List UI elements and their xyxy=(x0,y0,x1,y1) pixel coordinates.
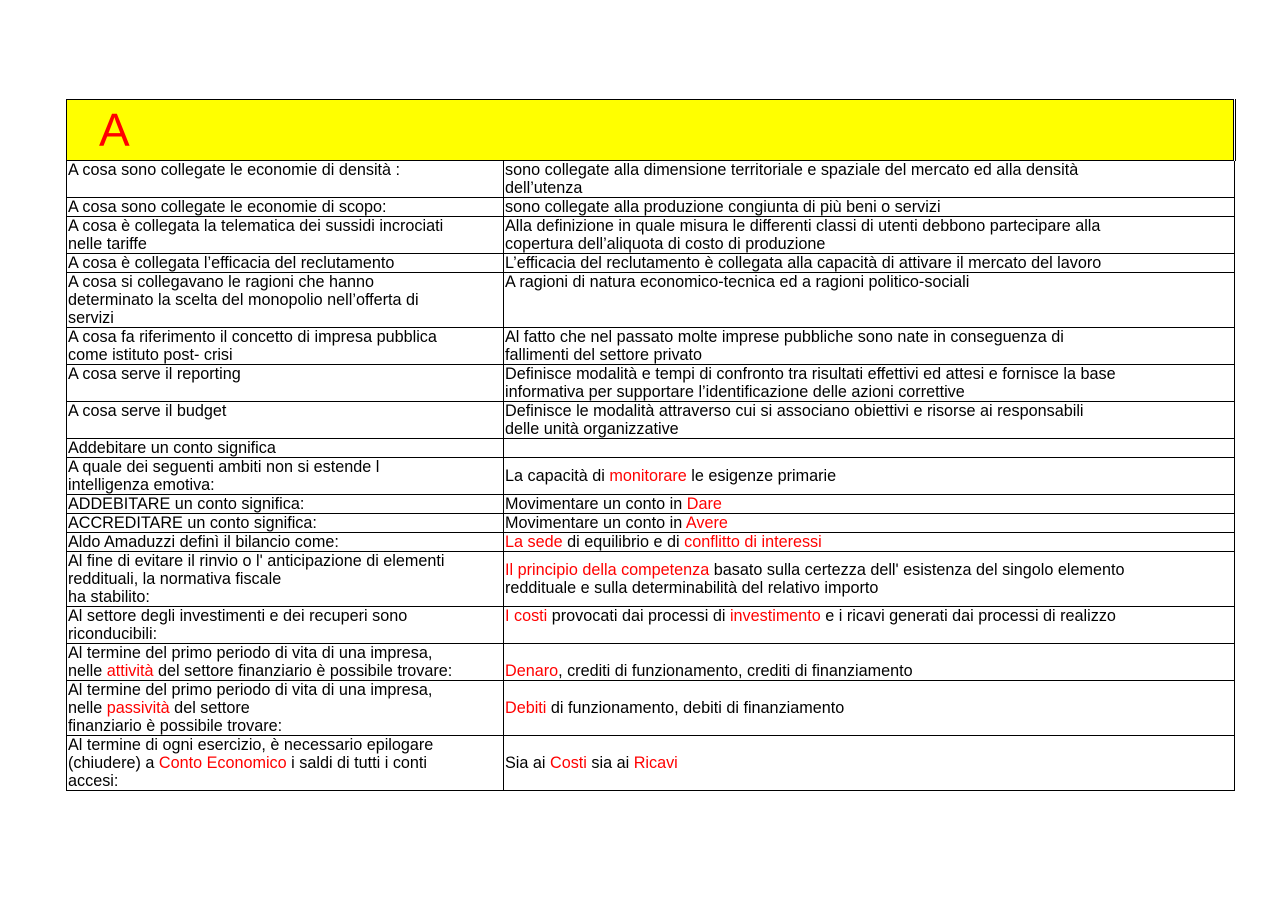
highlight-text: Il principio della competenza xyxy=(505,561,710,579)
question-cell xyxy=(67,217,504,254)
qa-table-body xyxy=(67,100,1235,791)
cell-text: Sia ai xyxy=(505,754,550,772)
cell-text: ADDEBITARE un conto significa: xyxy=(68,495,305,513)
cell-text: A quale dei seguenti ambiti non si estende l intelligenza emotiva: xyxy=(68,458,380,494)
question-cell xyxy=(67,533,504,552)
highlight-text: Conto Economico xyxy=(158,754,287,772)
answer-cell xyxy=(504,402,1235,439)
highlight-text: Dare xyxy=(686,495,722,513)
cell-text: Al fatto che nel passato molte imprese pubbliche sono nate in conseguenza di fallimenti del settore privato xyxy=(505,328,1064,364)
answer-cell xyxy=(504,681,1235,736)
highlight-text: passività xyxy=(106,699,170,717)
question-cell xyxy=(67,458,504,495)
cell-text: A cosa è collegata l’efficacia del reclutamento xyxy=(68,254,395,272)
answer-cell xyxy=(504,439,1235,458)
cell-text: Addebitare un conto significa xyxy=(68,439,276,457)
highlight-text: La sede xyxy=(505,533,563,551)
cell-text: di funzionamento, debiti di finanziamento xyxy=(546,699,845,717)
question-cell xyxy=(67,161,504,198)
question-cell xyxy=(67,495,504,514)
cell-text: Al termine del primo periodo di vita di una impresa, nelle xyxy=(68,644,433,680)
question-cell xyxy=(67,254,504,273)
answer-cell xyxy=(504,273,1235,328)
cell-text: Al termine di ogni esercizio, è necessario epilogare (chiudere) a xyxy=(68,736,434,772)
table-row xyxy=(67,328,1235,365)
table-row xyxy=(67,161,1235,198)
question-cell xyxy=(67,736,504,791)
cell-text: A cosa è collegata la telematica dei sussidi incrociati nelle tariffe xyxy=(68,217,444,253)
answer-cell xyxy=(504,198,1235,217)
cell-text: di equilibrio e di xyxy=(562,533,685,551)
table-row xyxy=(67,736,1235,791)
cell-text: sono collegate alla produzione congiunta di più beni o servizi xyxy=(505,198,941,216)
cell-text: del settore finanziario è possibile trovare: xyxy=(68,699,283,735)
cell-text: A cosa sono collegate le economie di scopo: xyxy=(68,198,387,216)
highlight-text: Debiti xyxy=(505,699,547,717)
question-cell xyxy=(67,328,504,365)
table-row xyxy=(67,458,1235,495)
answer-cell xyxy=(504,533,1235,552)
cell-text: La capacità di xyxy=(505,467,610,485)
answer-cell xyxy=(504,254,1235,273)
question-cell xyxy=(67,273,504,328)
question-cell xyxy=(67,644,504,681)
question-cell xyxy=(67,439,504,458)
answer-cell xyxy=(504,328,1235,365)
table-row xyxy=(67,254,1235,273)
cell-text: A cosa si collegavano le ragioni che hanno determinato la scelta del monopolio nell’offerta di servizi xyxy=(68,273,419,327)
cell-text: sia ai xyxy=(586,754,634,772)
question-cell xyxy=(67,402,504,439)
cell-text: Al fine di evitare il rinvio o l' anticipazione di elementi reddituali, la normativa fiscale ha stabilito: xyxy=(68,552,445,606)
table-row xyxy=(67,495,1235,514)
answer-cell xyxy=(504,458,1235,495)
answer-cell xyxy=(504,495,1235,514)
table-row xyxy=(67,644,1235,681)
answer-cell xyxy=(504,365,1235,402)
table-row xyxy=(67,198,1235,217)
cell-text: basato sulla certezza dell' esistenza del singolo elemento reddituale e sulla determinabilità del relativo importo xyxy=(505,561,1125,597)
highlight-text: Ricavi xyxy=(633,754,678,772)
table-row xyxy=(67,514,1235,533)
cell-text: del settore finanziario è possibile trovare: xyxy=(153,662,453,680)
answer-cell xyxy=(504,552,1235,607)
question-cell xyxy=(67,607,504,644)
highlight-text: Costi xyxy=(550,754,587,772)
cell-text: i saldi di tutti i conti accesi: xyxy=(68,754,428,790)
cell-text: le esigenze primarie xyxy=(686,467,837,485)
cell-text: A cosa serve il budget xyxy=(68,402,227,420)
answer-cell xyxy=(504,161,1235,198)
highlight-text: attività xyxy=(106,662,154,680)
question-cell xyxy=(67,198,504,217)
cell-text: Definisce le modalità attraverso cui si associano obiettivi e risorse ai responsabili delle unità organizzative xyxy=(505,402,1084,438)
question-cell xyxy=(67,514,504,533)
table-row xyxy=(67,681,1235,736)
table-row xyxy=(67,607,1235,644)
table-row xyxy=(67,552,1235,607)
answer-cell xyxy=(504,514,1235,533)
header-cell xyxy=(67,100,1235,161)
section-letter: A xyxy=(99,104,130,156)
cell-text: A cosa serve il reporting xyxy=(68,365,241,383)
table-row xyxy=(67,533,1235,552)
table-row xyxy=(67,217,1235,254)
cell-text: Alla definizione in quale misura le differenti classi di utenti debbono partecipare alla copertura dell’aliquota di costo di produzione xyxy=(505,217,1101,253)
answer-cell xyxy=(504,736,1235,791)
cell-text: provocati dai processi di xyxy=(547,607,730,625)
cell-text: A cosa sono collegate le economie di densità : xyxy=(68,161,401,179)
header-row xyxy=(67,100,1235,161)
highlight-text: I costi xyxy=(505,607,548,625)
question-cell xyxy=(67,681,504,736)
table-row xyxy=(67,273,1235,328)
cell-text: , crediti di funzionamento, crediti di finanziamento xyxy=(558,662,913,680)
table-row xyxy=(67,439,1235,458)
cell-text: ACCREDITARE un conto significa: xyxy=(68,514,317,532)
cell-text: Aldo Amaduzzi definì il bilancio come: xyxy=(68,533,339,551)
answer-cell xyxy=(504,644,1235,681)
highlight-text: monitorare xyxy=(609,467,687,485)
cell-text: A ragioni di natura economico-tecnica ed a ragioni politico-sociali xyxy=(505,273,970,291)
cell-text: Definisce modalità e tempi di confronto tra risultati effettivi ed attesi e fornisce la base informativa per supportare l’identificazione delle azioni correttive xyxy=(505,365,1116,401)
highlight-text: Avere xyxy=(685,514,728,532)
question-cell xyxy=(67,365,504,402)
cell-text: L’efficacia del reclutamento è collegata alla capacità di attivare il mercato del lavoro xyxy=(505,254,1102,272)
cell-text: sono collegate alla dimensione territoriale e spaziale del mercato ed alla densità dell’utenza xyxy=(505,161,1079,197)
cell-text: Movimentare un conto in xyxy=(505,514,686,532)
answer-cell xyxy=(504,607,1235,644)
cell-text: Al settore degli investimenti e dei recuperi sono riconducibili: xyxy=(68,607,408,643)
highlight-text: Denaro xyxy=(505,662,559,680)
table-row xyxy=(67,365,1235,402)
cell-text: Al termine del primo periodo di vita di una impresa, nelle xyxy=(68,681,433,717)
qa-table xyxy=(66,99,1236,791)
highlight-text: conflitto di interessi xyxy=(684,533,822,551)
cell-text: e i ricavi generati dai processi di realizzo xyxy=(820,607,1116,625)
question-cell xyxy=(67,552,504,607)
highlight-text: investimento xyxy=(729,607,821,625)
cell-text: A cosa fa riferimento il concetto di impresa pubblica come istituto post- crisi xyxy=(68,328,437,364)
cell-text: Movimentare un conto in xyxy=(505,495,687,513)
table-row xyxy=(67,402,1235,439)
answer-cell xyxy=(504,217,1235,254)
